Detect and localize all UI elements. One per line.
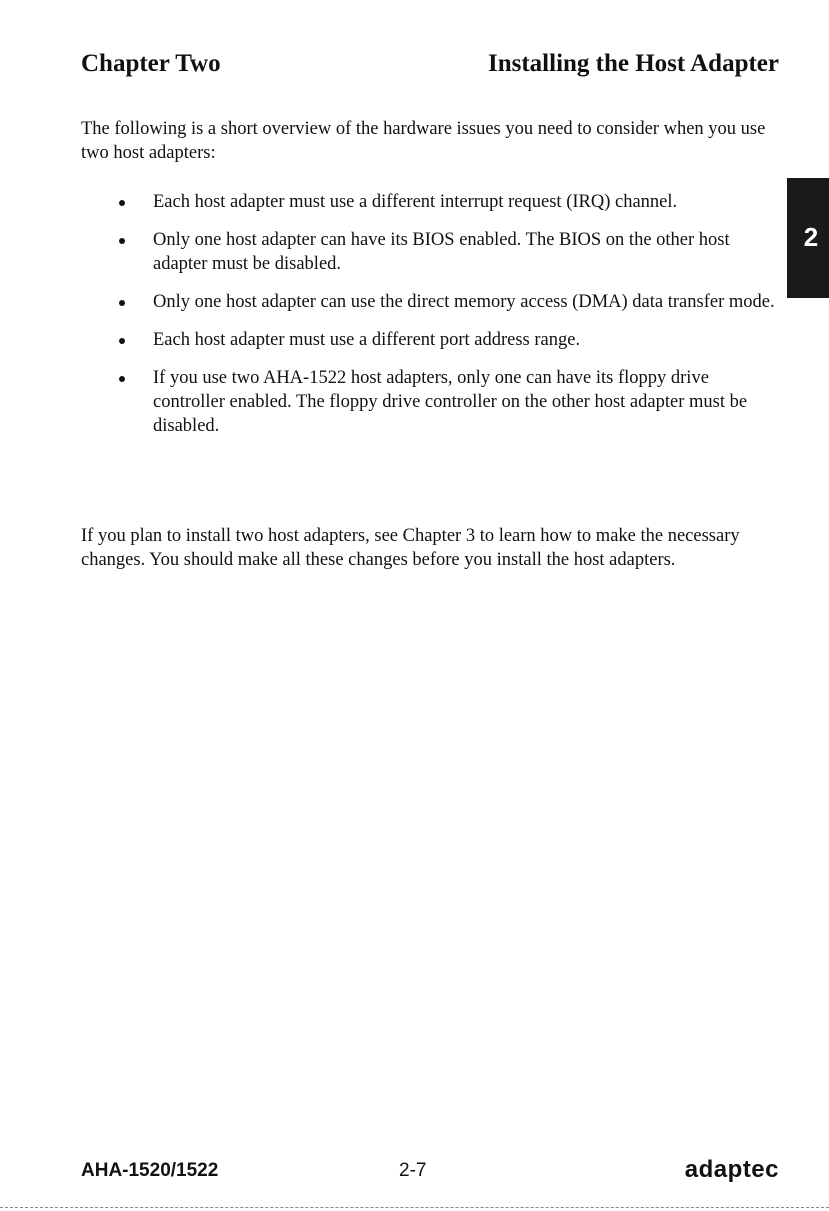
list-item-text: If you use two AHA-1522 host adapters, only one can have its floppy drive controller enabled. The floppy drive controller on the other host adapter must be disabled. — [153, 368, 748, 436]
chapter-tab — [787, 178, 829, 298]
bullet-icon — [119, 338, 125, 344]
list-item — [81, 190, 781, 214]
page-bottom-rule — [0, 1207, 829, 1208]
bullet-icon — [119, 238, 125, 244]
bullet-icon — [119, 376, 125, 382]
page-header — [81, 50, 779, 86]
list-item-text: Only one host adapter can use the direct memory access (DMA) data transfer mode. — [153, 292, 775, 312]
list-item — [81, 290, 781, 314]
footer-model: AHA-1520/1522 — [81, 1160, 219, 1181]
chapter-label: Chapter Two — [81, 50, 221, 77]
page-footer — [81, 1156, 779, 1190]
page-number: 2-7 — [399, 1160, 427, 1181]
requirements-list — [81, 190, 781, 452]
bullet-icon — [119, 300, 125, 306]
list-item — [81, 328, 781, 352]
closing-paragraph: If you plan to install two host adapters, see Chapter 3 to learn how to make the necessary changes. You should make all these changes before you install the host adapters. — [81, 526, 740, 570]
list-item — [81, 228, 781, 276]
list-item-text: Each host adapter must use a different interrupt request (IRQ) channel. — [153, 192, 678, 212]
chapter-tab-number: 2 — [803, 222, 819, 252]
list-item — [81, 366, 781, 438]
list-item-text: Only one host adapter can have its BIOS enabled. The BIOS on the other host adapter must be disabled. — [153, 230, 730, 274]
chapter-title: Installing the Host Adapter — [487, 50, 779, 77]
list-item-text: Each host adapter must use a different port address range. — [153, 330, 581, 350]
intro-paragraph: The following is a short overview of the hardware issues you need to consider when you use two host adapters: — [81, 119, 766, 163]
brand-logo: adaptec — [684, 1156, 779, 1183]
bullet-icon — [119, 200, 125, 206]
